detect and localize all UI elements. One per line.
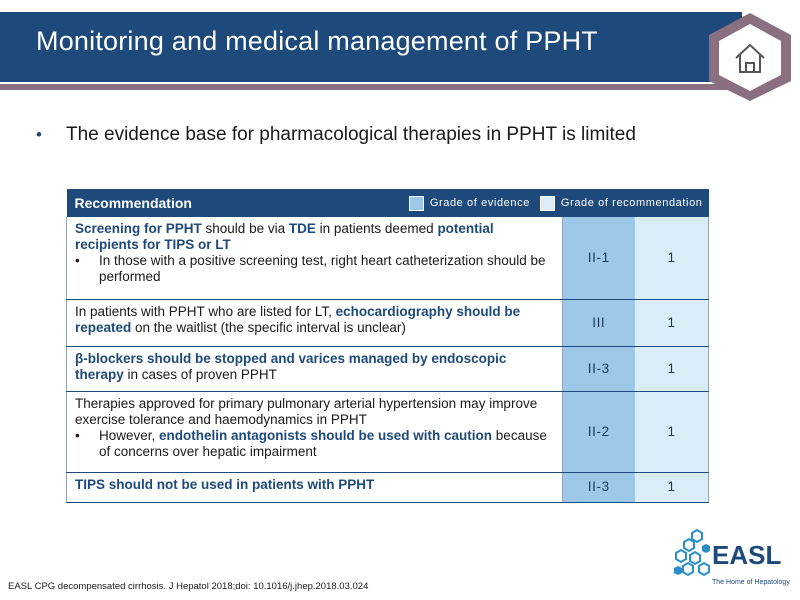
recommendation-text [67, 391, 563, 472]
logo-wordmark: EASL [712, 540, 782, 570]
bullet-text: The evidence base for pharmacological therapies in PPHT is limited [66, 124, 636, 145]
legend-evidence-swatch [409, 196, 424, 211]
grade-of-recommendation: 1 [635, 472, 709, 502]
recommendation-table [66, 189, 709, 503]
legend-evidence-label: Grade of evidence [429, 197, 530, 209]
highlight-text: TIPS should not be used in patients with PPHT [75, 476, 375, 492]
home-button[interactable] [705, 10, 795, 104]
title-underline [0, 84, 742, 90]
legend-recommendation [540, 195, 703, 211]
sub-bullet-symbol: • [75, 427, 80, 443]
grade-of-recommendation: 1 [635, 391, 709, 472]
legend-recommendation-label: Grade of recommendation [560, 197, 703, 209]
logo-tagline: The Home of Hepatology [712, 579, 790, 586]
bullet-point [36, 124, 636, 146]
highlight-text: echocardiography should be repeated [75, 303, 521, 335]
grade-of-evidence: III [563, 299, 635, 346]
plain-text: in cases of proven PPHT [123, 366, 277, 382]
plain-text: Therapies approved for primary pulmonary arterial hypertension may improve exercise tolerance and haemodynamics in PPHT [75, 395, 538, 427]
header-recommendation: Recommendation [74, 195, 192, 211]
highlight-text: β-blockers should be stopped and varices managed by endoscopic therapy [75, 350, 507, 382]
table-row [67, 391, 709, 472]
recommendation-text [67, 346, 563, 391]
recommendation-text [67, 299, 563, 346]
highlight-text: Screening for PPHT [75, 221, 202, 236]
grade-of-evidence: II-3 [563, 472, 635, 502]
highlight-text: potential recipients for TIPS or LT [75, 221, 494, 252]
highlight-text: TDE [288, 221, 316, 236]
legend-recommendation-swatch [540, 196, 555, 211]
citation-footnote: EASL CPG decompensated cirrhosis. J Hepatol 2018;doi: 10.1016/j.jhep.2018.03.024 [8, 581, 369, 592]
plain-text: However, [99, 427, 160, 443]
title-bar [0, 12, 742, 82]
grade-of-evidence: II-3 [563, 346, 635, 391]
sub-bullet [75, 253, 554, 285]
table-header [67, 189, 709, 217]
grade-legend [399, 195, 709, 211]
grade-of-evidence: II-2 [563, 391, 635, 472]
table-row [67, 217, 709, 299]
plain-text: on the waitlist (the specific interval is unclear) [131, 319, 406, 335]
plain-text: in patients deemed [315, 221, 438, 236]
grade-of-recommendation: 1 [635, 217, 709, 299]
sub-bullet-text: In those with a positive screening test, right heart catheterization should be performed [99, 253, 546, 284]
plain-text: In patients with PPHT who are listed for LT, [75, 303, 336, 319]
legend-evidence [409, 195, 530, 211]
sub-bullet [75, 428, 554, 460]
highlight-text: endothelin antagonists should be used with caution [159, 427, 493, 443]
table-row [67, 299, 709, 346]
sub-bullet-symbol: • [75, 253, 80, 268]
grade-of-evidence: II-1 [563, 217, 635, 299]
table-row [67, 346, 709, 391]
recommendation-text [67, 472, 563, 502]
recommendation-text [67, 217, 563, 299]
easl-logo [670, 528, 792, 588]
slide-title: Monitoring and medical management of PPHT [36, 26, 598, 56]
plain-text: should be via [201, 221, 289, 236]
table-row [67, 472, 709, 502]
table-header-row [67, 189, 709, 217]
bullet-symbol: • [36, 125, 42, 144]
grade-of-recommendation: 1 [635, 346, 709, 391]
grade-of-recommendation: 1 [635, 299, 709, 346]
plain-text: because of concerns over hepatic impairment [99, 427, 547, 459]
